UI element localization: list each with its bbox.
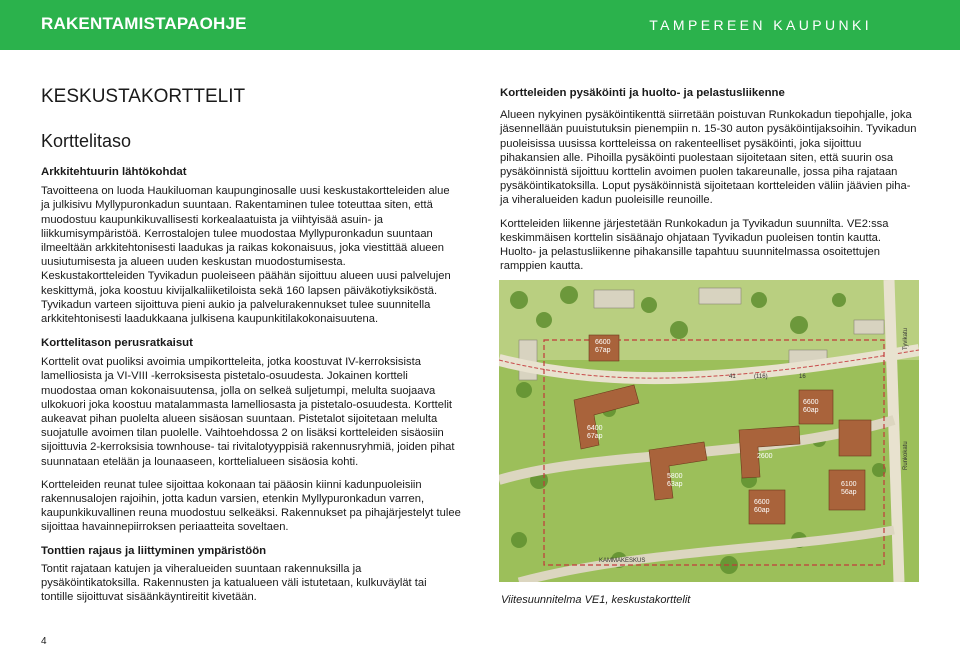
main-title: KESKUSTAKORTTELIT: [41, 86, 246, 107]
section-heading-parking: Kortteleiden pysäköinti ja huolto- ja pelastusliikenne: [500, 87, 785, 99]
map-label: 2600: [757, 453, 773, 460]
paragraph: Alueen nykyinen pysäköintikenttä siirretään poistuvan Runkokadun tiepohjalle, joka jäsennellään puuistutuksin pienempiin n. 15-30 auton pysäköintijaksoihin. Tyvikadun puoleisissa uusissa kortteleissa on rakenteelliset pysäköinti, joka sijoittuu pihakansien alle. Pihoilla pysäköinti puolestaan sijoitetaan siten, että suurin osa pysäköinnistä sijoittuu korttelin avoimen puolen takareunalle, jossa piha rajataan pysäköintikatoksilla. Loput pysäköinnistä sijoitetaan kortteleiden väliin jäävien piha- ja viheralueiden kadun puoleisille reunoille.: [500, 109, 917, 207]
left-column: [41, 165, 461, 326]
paragraph: Tavoitteena on luoda Haukiluoman kaupunginosalle uusi keskustakortteleiden alue ja julkisivu Myllypuronkadun suuntaan. Rakentaminen tulee toteuttaa siten, että muodostuu kaupunkikuvallisesti korkealaatuista ja viihtyisää asuin- ja liikkumisympäristöä. Kerrostalojen tulee muodostaa Myllypuronkadun suuntaan ilmeeltään arkkitehtonisesti laadukas ja raikas kokonaisuus, joka viestittää alueen uusiutumisesta ja alueen uuden keskustan muodostumisesta.: [41, 185, 450, 269]
paragraph: Korttelit ovat puoliksi avoimia umpikortteleita, jotka koostuvat IV-kerroksisista lamelliosista ja VI-VIII -kerroksisesta pistetalo-osuudesta. Jokainen kortteli muodostaa oman kokonaisuutensa, jolla on selkeä suljetumpi, melulta suojaava ulkokuori joka koostuu matalammasta lamelliosasta ja pistetalo-osuudesta. Korttelit aukeavat pihan puolelta alueen sisäosan suuntaan. Pistetalot sijoitetaan melulta suojatulle avoimen tilan puolelle. Vaihtoehdossa 2 on lisäksi kortteleiden sisäosiin sijoittuvia 2-kerroksisia townhouse- tai rivitalotyyppisiä rakennusryhmiä, joiden pihat suunnataan etelään ja lounaaseen, korttelialueen sisäosia kohti.: [41, 356, 455, 468]
section-heading-boundaries: Tonttien rajaus ja liittyminen ympäristöön: [41, 544, 267, 557]
map-street-label: Tyvikatu: [903, 327, 909, 350]
map-label: 41: [729, 374, 736, 380]
site-plan-map: [499, 280, 919, 582]
map-label: 56ap: [841, 489, 857, 496]
map-label: 67ap: [587, 433, 603, 440]
map-label: 63ap: [667, 481, 683, 488]
paragraph: Keskustakortteleiden Tyvikadun puoleiseen päähän sijoittuu alueen uusi palvelujen keskittymä, joka koostuu kivijalkaliiketiloista sekä 160 lapsen päiväkotiyksiköstä. Tyvikadun varteen sijoittuva pieni aukio ja palvelurakennukset tulee suunnitella arkkitehtonisesti laadukkaana julkisena kaupunkitilakokonaisuutena.: [41, 270, 451, 326]
map-label: 67ap: [595, 347, 611, 354]
right-column: [500, 86, 919, 273]
map-label: 16: [799, 374, 806, 380]
paragraph: Kortteleiden reunat tulee sijoittaa kokonaan tai pääosin kiinni kadunpuoleisiin rakennusalojen rajoihin, jotta kadun varsien, etenkin Myllypuronkadun varren, kaupunkikuvallinen reuna muodostuu selkeäksi. Rakennukset pa pihajärjestelyt tulee sijoittaa havainnepiirroksen periaatteita soveltaen.: [41, 478, 461, 534]
map-label: 60ap: [803, 407, 819, 414]
map-label: 6100: [841, 481, 857, 488]
map-label: 6600: [754, 499, 770, 506]
page-header: [0, 0, 960, 50]
header-left-title: RAKENTAMISTAPAOHJE: [41, 14, 247, 33]
section-heading-architecture: Arkkitehtuurin lähtökohdat: [41, 166, 187, 178]
subtitle: Korttelitaso: [41, 131, 132, 151]
map-label: 6600: [595, 339, 611, 346]
map-label: 5800: [667, 473, 683, 480]
map-street-label: Runkokatu: [903, 441, 909, 470]
paragraph: Tontit rajataan katujen ja viheralueiden suuntaan rakennuksilla ja pysäköintikatoksilla. Rakennusten ja katualueen väli istutetaan, kulkuväylät tai tontille sijoittuvat sisäänkäyntireitit kivetään.: [41, 562, 427, 604]
map-label: 60ap: [754, 507, 770, 514]
paragraph: Kortteleiden liikenne järjestetään Runkokadun ja Tyvikadun suunnilta. VE2:ssa keskimmäisen korttelin sisäänajo ohjataan Tyvikadun puoleisen tontin kautta. Huolto- ja pelastusliikenne pihakansille tapahtuu suunnitelmassa osoitettujen ramppien kautta.: [500, 217, 889, 273]
page-number: 4: [41, 636, 47, 647]
section-heading-solutions: Korttelitason perusratkaisut: [41, 337, 193, 349]
map-caption: Viitesuunnitelma VE1, keskustakorttelit: [501, 594, 691, 606]
header-right-title: TAMPEREEN KAUPUNKI: [649, 17, 872, 33]
left-column-lower: [41, 336, 461, 604]
map-label: 6400: [587, 425, 603, 432]
map-label: (116): [754, 374, 768, 380]
map-label: 6600: [803, 399, 819, 406]
map-label: KAMMAKESKUS: [599, 558, 646, 564]
